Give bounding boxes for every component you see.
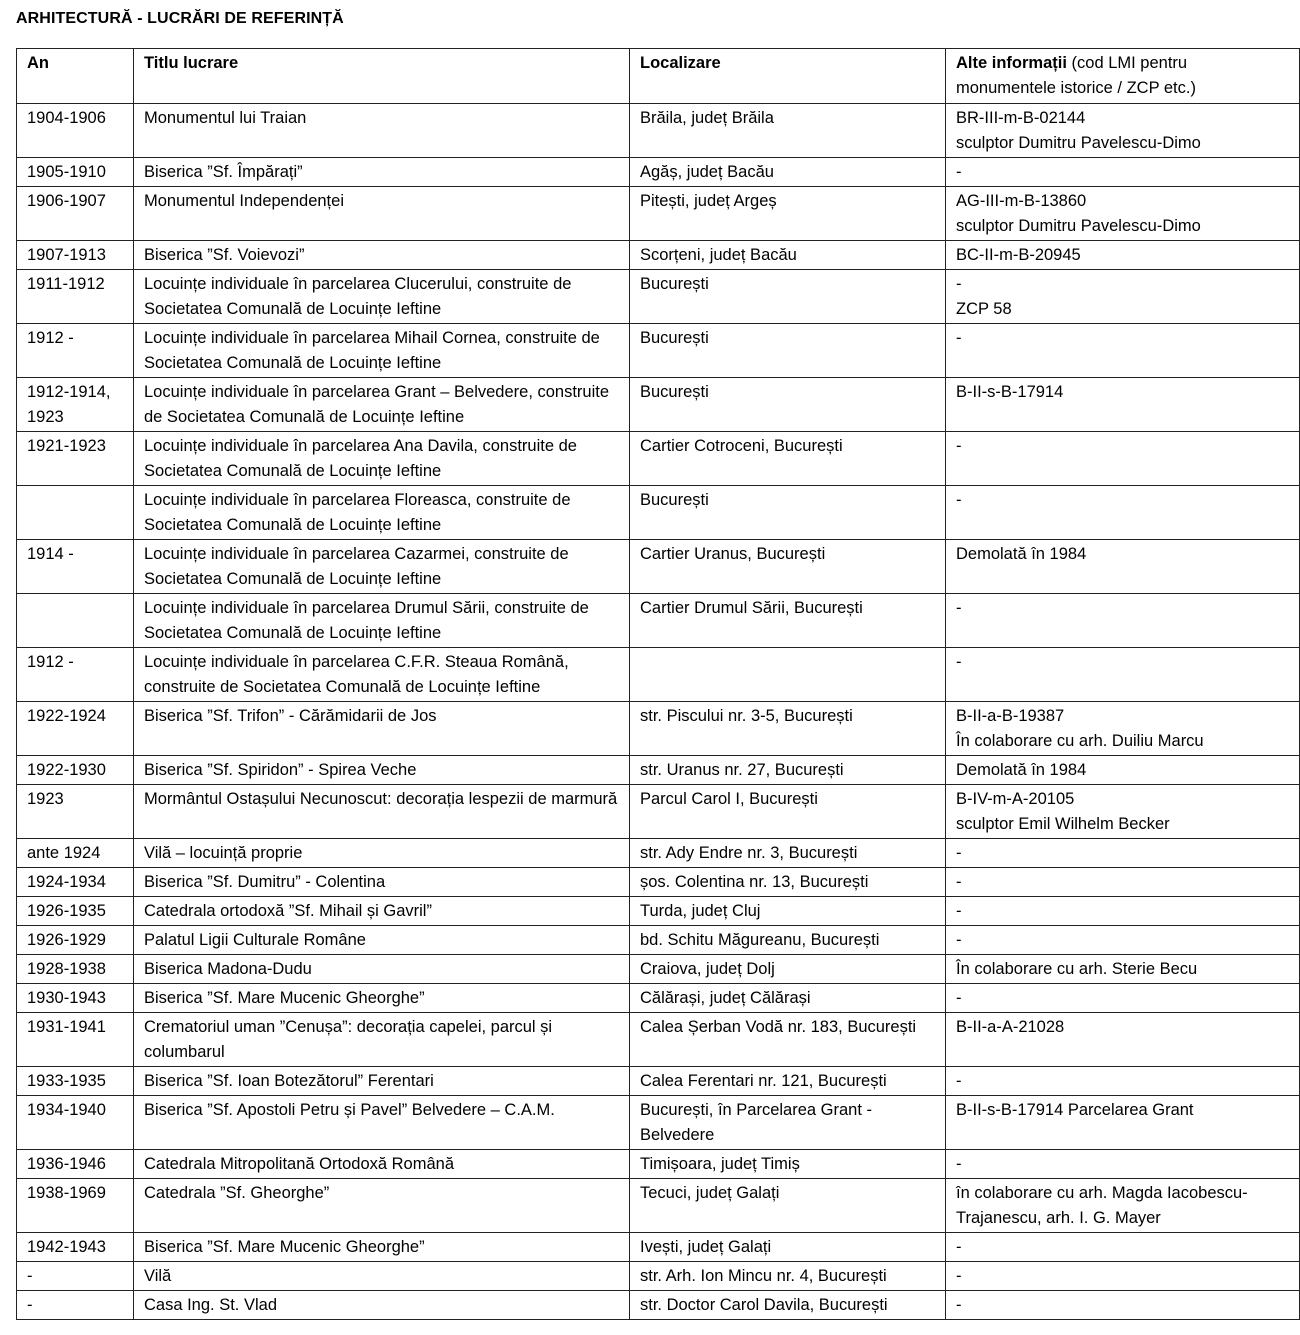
cell-title: Monumentul Independenței xyxy=(134,187,630,241)
cell-title: Mormântul Ostașului Necunoscut: decorația lespezii de marmură xyxy=(134,785,630,839)
cell-title: Locuințe individuale în parcelarea Drumul Sării, construite de Societatea Comunală de Locuințe Ieftine xyxy=(134,594,630,648)
cell-title: Locuințe individuale în parcelarea Ana Davila, construite de Societatea Comunală de Locuințe Ieftine xyxy=(134,432,630,486)
cell-info: - xyxy=(946,984,1300,1013)
cell-year: 1906-1907 xyxy=(17,187,134,241)
cell-location: str. Ady Endre nr. 3, București xyxy=(630,839,946,868)
cell-location: Brăila, județ Brăila xyxy=(630,104,946,158)
cell-year: 1930-1943 xyxy=(17,984,134,1013)
cell-year: 1926-1929 xyxy=(17,926,134,955)
table-row xyxy=(17,648,1300,702)
cell-year: ante 1924 xyxy=(17,839,134,868)
cell-info: - xyxy=(946,868,1300,897)
table-row xyxy=(17,1150,1300,1179)
cell-year: 1923 xyxy=(17,785,134,839)
cell-title: Palatul Ligii Culturale Române xyxy=(134,926,630,955)
cell-info: B-II-s-B-17914 xyxy=(946,378,1300,432)
cell-year: 1905-1910 xyxy=(17,158,134,187)
cell-year: - xyxy=(17,1291,134,1320)
cell-title: Locuințe individuale în parcelarea Grant – Belvedere, construite de Societatea Comunală de Locuințe Ieftine xyxy=(134,378,630,432)
cell-title: Crematoriul uman ”Cenușa”: decorația capelei, parcul și columbarul xyxy=(134,1013,630,1067)
table-row xyxy=(17,702,1300,756)
header-alte-label: Alte informații xyxy=(956,54,1067,72)
cell-location: Tecuci, județ Galați xyxy=(630,1179,946,1233)
table-row xyxy=(17,540,1300,594)
table-row xyxy=(17,324,1300,378)
cell-year: 1912 - xyxy=(17,648,134,702)
cell-title: Biserica ”Sf. Mare Mucenic Gheorghe” xyxy=(134,984,630,1013)
cell-info: - xyxy=(946,324,1300,378)
header-an: An xyxy=(17,49,134,104)
cell-title: Catedrala Mitropolitană Ortodoxă Română xyxy=(134,1150,630,1179)
cell-info: - xyxy=(946,839,1300,868)
cell-location: București xyxy=(630,270,946,324)
cell-location: Cartier Cotroceni, București xyxy=(630,432,946,486)
cell-location: Parcul Carol I, București xyxy=(630,785,946,839)
cell-year: 1912-1914, 1923 xyxy=(17,378,134,432)
cell-location: Craiova, județ Dolj xyxy=(630,955,946,984)
cell-year: 1934-1940 xyxy=(17,1096,134,1150)
table-row xyxy=(17,378,1300,432)
cell-location: bd. Schitu Măgureanu, București xyxy=(630,926,946,955)
cell-title: Catedrala ”Sf. Gheorghe” xyxy=(134,1179,630,1233)
cell-year: 1924-1934 xyxy=(17,868,134,897)
cell-title: Locuințe individuale în parcelarea Cazarmei, construite de Societatea Comunală de Locuințe Ieftine xyxy=(134,540,630,594)
cell-info: B-II-s-B-17914 Parcelarea Grant xyxy=(946,1096,1300,1150)
cell-info: - xyxy=(946,897,1300,926)
cell-year: 1936-1946 xyxy=(17,1150,134,1179)
references-table xyxy=(16,48,1300,1320)
cell-info: - xyxy=(946,432,1300,486)
cell-location: Cartier Uranus, București xyxy=(630,540,946,594)
cell-info: - xyxy=(946,594,1300,648)
table-row xyxy=(17,432,1300,486)
cell-location: Ivești, județ Galați xyxy=(630,1233,946,1262)
table-row xyxy=(17,241,1300,270)
cell-year: 1933-1935 xyxy=(17,1067,134,1096)
cell-info: AG-III-m-B-13860 sculptor Dumitru Pavelescu-Dimo xyxy=(946,187,1300,241)
cell-title: Locuințe individuale în parcelarea Clucerului, construite de Societatea Comunală de Locuințe Ieftine xyxy=(134,270,630,324)
cell-location: Agăș, județ Bacău xyxy=(630,158,946,187)
cell-location: Calea Ferentari nr. 121, București xyxy=(630,1067,946,1096)
cell-title: Biserica ”Sf. Împărați” xyxy=(134,158,630,187)
cell-year: 1912 - xyxy=(17,324,134,378)
cell-year: - xyxy=(17,1262,134,1291)
cell-title: Biserica ”Sf. Ioan Botezătorul” Ferentari xyxy=(134,1067,630,1096)
cell-year: 1921-1923 xyxy=(17,432,134,486)
cell-title: Biserica Madona-Dudu xyxy=(134,955,630,984)
table-row xyxy=(17,1233,1300,1262)
table-row xyxy=(17,756,1300,785)
header-alte-informatii xyxy=(946,49,1300,104)
header-localizare: Localizare xyxy=(630,49,946,104)
cell-title: Vilă – locuință proprie xyxy=(134,839,630,868)
cell-info: În colaborare cu arh. Sterie Becu xyxy=(946,955,1300,984)
table-row xyxy=(17,1291,1300,1320)
cell-location: Cartier Drumul Sării, București xyxy=(630,594,946,648)
cell-info: - xyxy=(946,648,1300,702)
cell-title: Locuințe individuale în parcelarea C.F.R. Steaua Română, construite de Societatea Comunală de Locuințe Ieftine xyxy=(134,648,630,702)
cell-location: Timișoara, județ Timiș xyxy=(630,1150,946,1179)
cell-location: Scorțeni, județ Bacău xyxy=(630,241,946,270)
cell-year xyxy=(17,594,134,648)
table-row xyxy=(17,158,1300,187)
table-row xyxy=(17,839,1300,868)
cell-title: Catedrala ortodoxă ”Sf. Mihail și Gavril” xyxy=(134,897,630,926)
cell-info: - xyxy=(946,1067,1300,1096)
cell-location: Turda, județ Cluj xyxy=(630,897,946,926)
table-row xyxy=(17,1067,1300,1096)
cell-year: 1904-1906 xyxy=(17,104,134,158)
cell-title: Locuințe individuale în parcelarea Mihail Cornea, construite de Societatea Comunală de Locuințe Ieftine xyxy=(134,324,630,378)
cell-year: 1922-1930 xyxy=(17,756,134,785)
cell-info: - xyxy=(946,486,1300,540)
cell-title: Biserica ”Sf. Mare Mucenic Gheorghe” xyxy=(134,1233,630,1262)
page-title: ARHITECTURĂ - LUCRĂRI DE REFERINȚĂ xyxy=(16,10,344,27)
header-titlu: Titlu lucrare xyxy=(134,49,630,104)
cell-location: Pitești, județ Argeș xyxy=(630,187,946,241)
cell-title: Biserica ”Sf. Dumitru” - Colentina xyxy=(134,868,630,897)
table-body xyxy=(17,104,1300,1320)
table-row xyxy=(17,926,1300,955)
cell-location: Calea Șerban Vodă nr. 183, București xyxy=(630,1013,946,1067)
cell-location: București xyxy=(630,324,946,378)
table-row xyxy=(17,486,1300,540)
cell-year: 1938-1969 xyxy=(17,1179,134,1233)
cell-year: 1911-1912 xyxy=(17,270,134,324)
cell-info: - ZCP 58 xyxy=(946,270,1300,324)
table-row xyxy=(17,270,1300,324)
cell-info: - xyxy=(946,1262,1300,1291)
cell-info: în colaborare cu arh. Magda Iacobescu-Trajanescu, arh. I. G. Mayer xyxy=(946,1179,1300,1233)
cell-info: - xyxy=(946,1233,1300,1262)
cell-title: Monumentul lui Traian xyxy=(134,104,630,158)
cell-location xyxy=(630,648,946,702)
cell-location: str. Doctor Carol Davila, București xyxy=(630,1291,946,1320)
cell-info: B-IV-m-A-20105 sculptor Emil Wilhelm Becker xyxy=(946,785,1300,839)
cell-info: - xyxy=(946,1150,1300,1179)
cell-location: Călărași, județ Călărași xyxy=(630,984,946,1013)
table-row xyxy=(17,1179,1300,1233)
cell-location: str. Piscului nr. 3-5, București xyxy=(630,702,946,756)
cell-location: str. Arh. Ion Mincu nr. 4, București xyxy=(630,1262,946,1291)
cell-year: 1942-1943 xyxy=(17,1233,134,1262)
table-row xyxy=(17,955,1300,984)
cell-year: 1926-1935 xyxy=(17,897,134,926)
cell-info: - xyxy=(946,158,1300,187)
cell-info: BR-III-m-B-02144 sculptor Dumitru Pavelescu-Dimo xyxy=(946,104,1300,158)
cell-info: B-II-a-B-19387 În colaborare cu arh. Duiliu Marcu xyxy=(946,702,1300,756)
cell-title: Casa Ing. St. Vlad xyxy=(134,1291,630,1320)
cell-info: Demolată în 1984 xyxy=(946,756,1300,785)
cell-info: Demolată în 1984 xyxy=(946,540,1300,594)
header-alte-note: (cod LMI pentru monumentele istorice / ZCP etc.) xyxy=(956,54,1196,97)
cell-title: Vilă xyxy=(134,1262,630,1291)
table-row xyxy=(17,868,1300,897)
cell-year: 1907-1913 xyxy=(17,241,134,270)
cell-info: BC-II-m-B-20945 xyxy=(946,241,1300,270)
table-row xyxy=(17,104,1300,158)
cell-year: 1914 - xyxy=(17,540,134,594)
cell-info: B-II-a-A-21028 xyxy=(946,1013,1300,1067)
cell-year: 1928-1938 xyxy=(17,955,134,984)
cell-info: - xyxy=(946,1291,1300,1320)
table-row xyxy=(17,785,1300,839)
cell-year: 1931-1941 xyxy=(17,1013,134,1067)
cell-title: Biserica ”Sf. Voievozi” xyxy=(134,241,630,270)
table-row xyxy=(17,1096,1300,1150)
table-row xyxy=(17,897,1300,926)
table-row xyxy=(17,1262,1300,1291)
table-row xyxy=(17,1013,1300,1067)
table-header-row xyxy=(17,49,1300,104)
cell-location: București xyxy=(630,378,946,432)
cell-location: str. Uranus nr. 27, București xyxy=(630,756,946,785)
cell-title: Locuințe individuale în parcelarea Floreasca, construite de Societatea Comunală de Locuințe Ieftine xyxy=(134,486,630,540)
cell-location: șos. Colentina nr. 13, București xyxy=(630,868,946,897)
cell-year: 1922-1924 xyxy=(17,702,134,756)
table-row xyxy=(17,187,1300,241)
cell-title: Biserica ”Sf. Trifon” - Cărămidarii de Jos xyxy=(134,702,630,756)
cell-title: Biserica ”Sf. Apostoli Petru și Pavel” Belvedere – C.A.M. xyxy=(134,1096,630,1150)
cell-info: - xyxy=(946,926,1300,955)
table-row xyxy=(17,984,1300,1013)
cell-title: Biserica ”Sf. Spiridon” - Spirea Veche xyxy=(134,756,630,785)
table-row xyxy=(17,594,1300,648)
cell-year xyxy=(17,486,134,540)
cell-location: București, în Parcelarea Grant - Belvedere xyxy=(630,1096,946,1150)
cell-location: București xyxy=(630,486,946,540)
